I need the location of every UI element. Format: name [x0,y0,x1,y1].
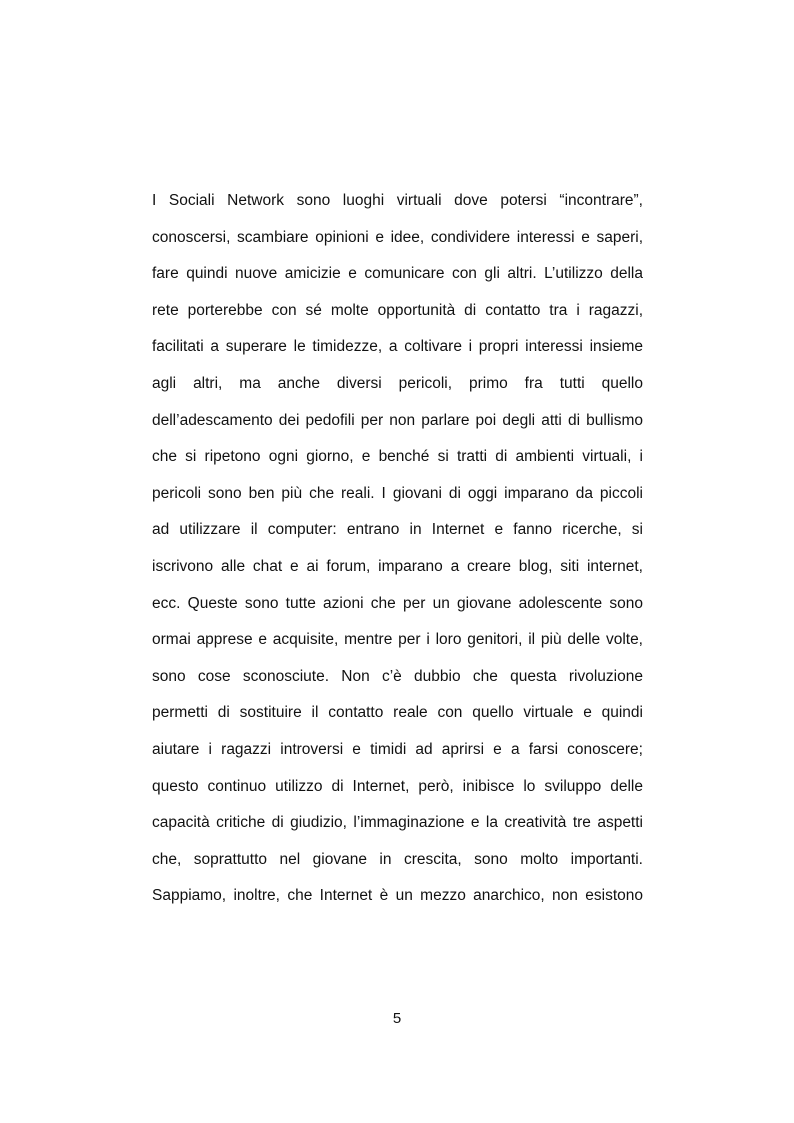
text-line: I Sociali Network sono luoghi virtuali dove potersi “incontrare”, [152,192,643,209]
text-line: Sappiamo, inoltre, che Internet è un mezzo anarchico, non esistono [152,887,643,905]
text-line: permetti di sostituire il contatto reale con quello virtuale e quindi [152,704,643,722]
text-line: sono cose sconosciute. Non c’è dubbio che questa rivoluzione [152,667,643,685]
text-line: aiutare i ragazzi introversi e timidi ad aprirsi e a farsi conoscere; [152,740,643,758]
text-line: rete porterebbe con sé molte opportunità di contatto tra i ragazzi, [152,301,643,319]
text-line: pericoli sono ben più che reali. I giovani di oggi imparano da piccoli [152,484,643,502]
text-line: che si ripetono ogni giorno, e benché si tratti di ambienti virtuali, i [152,448,643,466]
text-line: ormai apprese e acquisite, mentre per i loro genitori, il più delle volte, [152,631,643,649]
text-line: questo continuo utilizzo di Internet, però, inibisce lo sviluppo delle [152,777,643,795]
text-line: fare quindi nuove amicizie e comunicare con gli altri. L’utilizzo della [152,265,643,283]
text-line: che, soprattutto nel giovane in crescita, sono molto importanti. [152,850,643,868]
text-line: ad utilizzare il computer: entrano in Internet e fanno ricerche, si [152,521,643,539]
text-line: ecc. Queste sono tutte azioni che per un giovane adolescente sono [152,594,643,612]
text-line: conoscersi, scambiare opinioni e idee, condividere interessi e saperi, [152,228,643,246]
page-number: 5 [392,1010,402,1027]
text-line: iscrivono alle chat e ai forum, imparano a creare blog, siti internet, [152,557,643,575]
body-paragraph [152,183,643,915]
text-line: dell’adescamento dei pedofili per non parlare poi degli atti di bullismo [152,411,643,429]
text-line: agli altri, ma anche diversi pericoli, primo fra tutti quello [152,374,643,392]
text-line: capacità critiche di giudizio, l’immaginazione e la creatività tre aspetti [152,814,643,832]
text-line: facilitati a superare le timidezze, a coltivare i propri interessi insieme [152,338,643,356]
